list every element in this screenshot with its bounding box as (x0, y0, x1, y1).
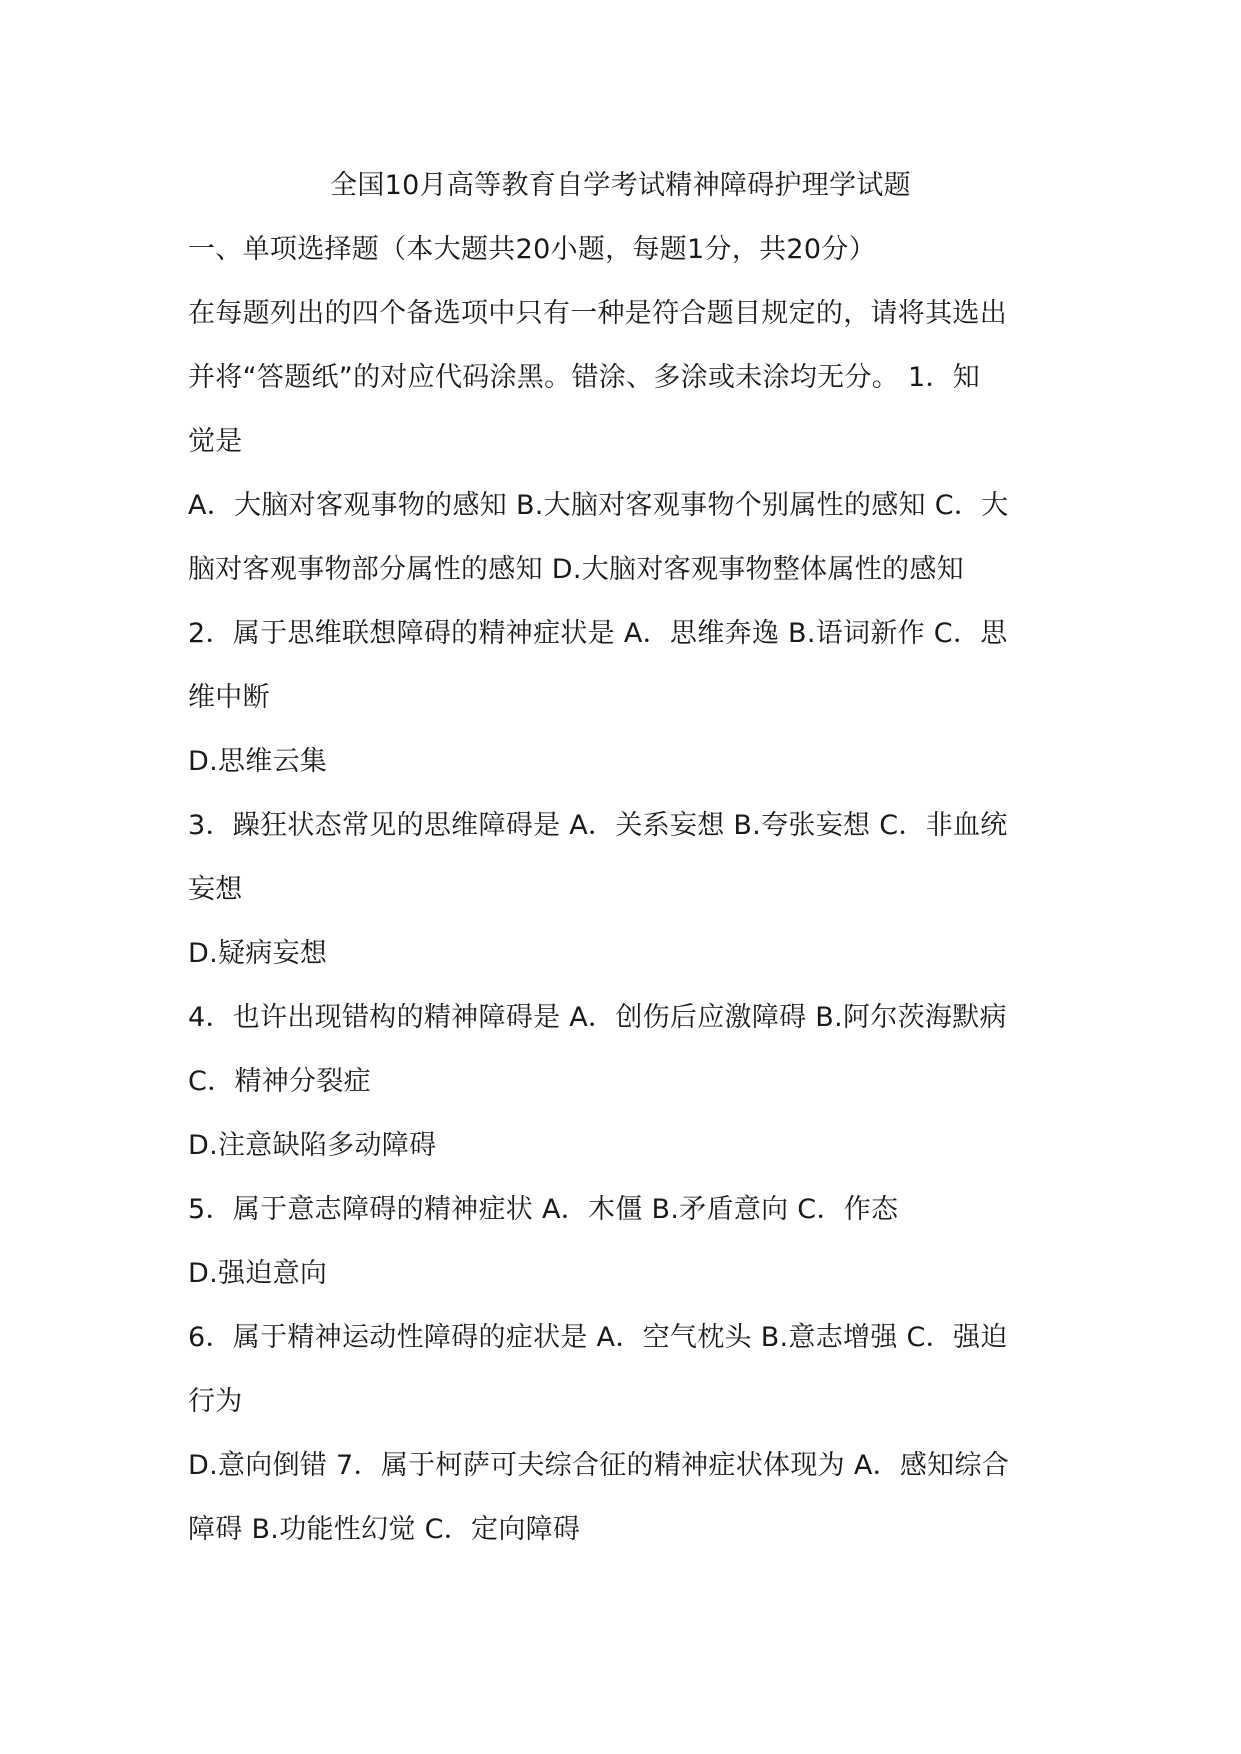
text-line: D.强迫意向 (188, 1258, 328, 1289)
section-heading: 一、单项选择题（本大题共20小题，每题1分，共20分） (188, 234, 876, 265)
text-line: 障碍 B.功能性幻觉 C．定向障碍 (188, 1514, 581, 1545)
text-line: 维中断 (188, 682, 270, 713)
text-line: 6．属于精神运动性障碍的症状是 A．空气枕头 B.意志增强 C．强迫 (188, 1322, 1008, 1353)
text-line: D.意向倒错 7．属于柯萨可夫综合征的精神症状体现为 A．感知综合 (188, 1450, 1010, 1481)
text-line: 妄想 (188, 874, 243, 905)
text-line: C．精神分裂症 (188, 1066, 371, 1097)
text-line: A．大脑对客观事物的感知 B.大脑对客观事物个别属性的感知 C．大 (188, 490, 1009, 521)
text-line: D.注意缺陷多动障碍 (188, 1130, 437, 1161)
text-line: 在每题列出的四个备选项中只有一种是符合题目规定的，请将其选出 (188, 298, 1007, 329)
text-line: 脑对客观事物部分属性的感知 D.大脑对客观事物整体属性的感知 (188, 554, 964, 585)
text-line: 5．属于意志障碍的精神症状 A．木僵 B.矛盾意向 C．作态 (188, 1194, 899, 1225)
text-line: D.疑病妄想 (188, 938, 328, 969)
text-line: 3．躁狂状态常见的思维障碍是 A．关系妄想 B.夸张妄想 C．非血统 (188, 810, 1008, 841)
document-title: 全国10月高等教育自学考试精神障碍护理学试题 (330, 170, 911, 201)
text-line: 行为 (188, 1386, 243, 1417)
text-line: 4．也许出现错构的精神障碍是 A．创伤后应激障碍 B.阿尔茨海默病 (188, 1002, 1007, 1033)
text-line: 并将“答题纸”的对应代码涂黑。错涂、多涂或未涂均无分。 1．知 (188, 362, 981, 393)
text-line: 2．属于思维联想障碍的精神症状是 A．思维奔逸 B.语词新作 C．思 (188, 618, 1008, 649)
text-line: D.思维云集 (188, 746, 328, 777)
text-line: 觉是 (188, 426, 243, 457)
